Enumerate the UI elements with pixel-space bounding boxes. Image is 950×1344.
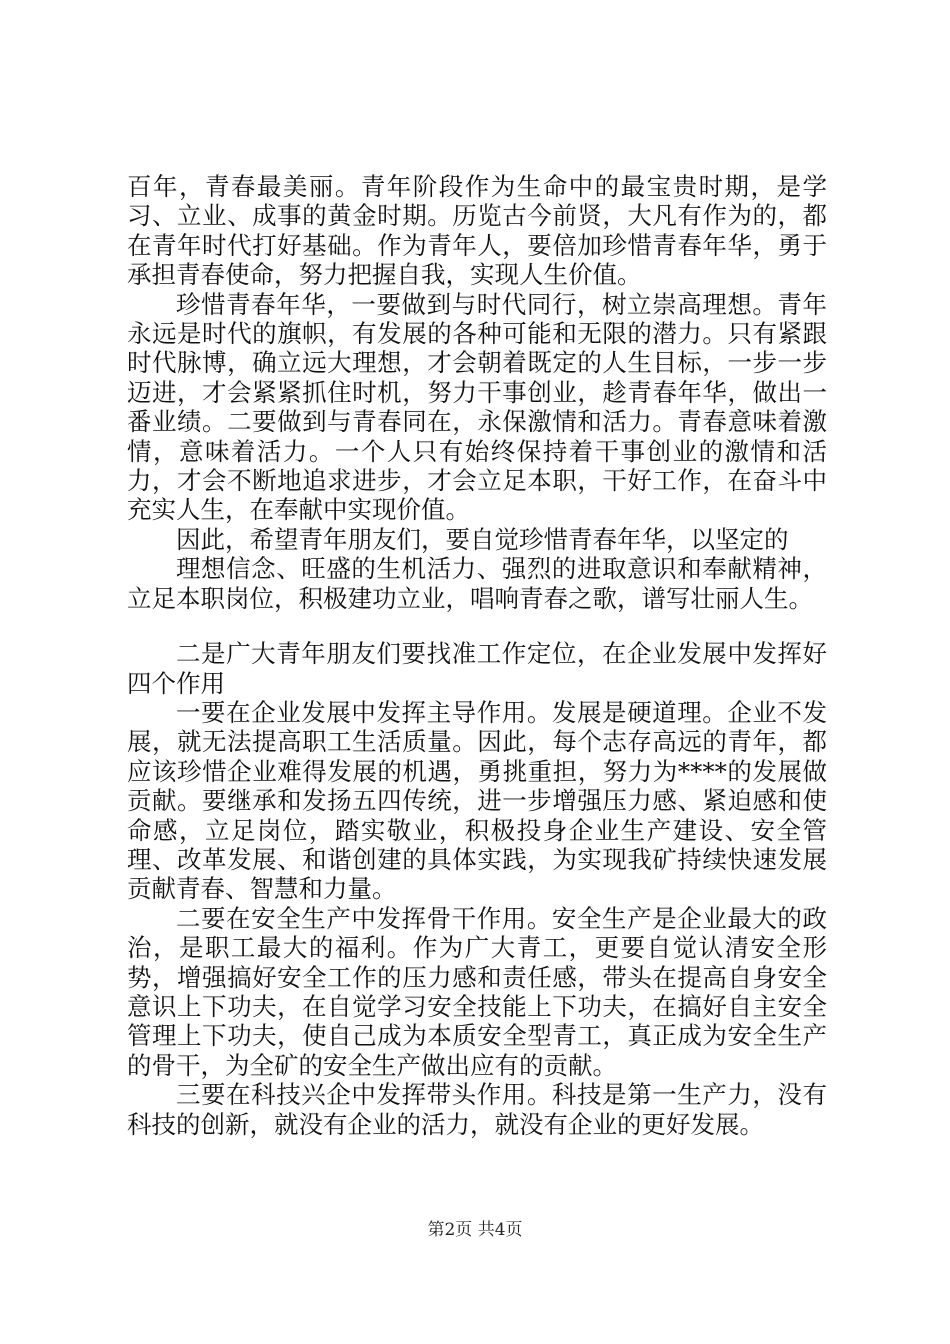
paragraph-pioneer-role: 三要在科技兴企中发挥带头作用。科技是第一生产力，没有科技的创新，就没有企业的活力，就没有企业的更好发展。 (127, 1080, 827, 1139)
paragraph-leading-role: 一要在企业发展中发挥主导作用。发展是硬道理。企业不发展，就无法提高职工生活质量。因此，每个志存高远的青年，都应该珍惜企业难得发展的机遇，勇挑重担，努力为****的发展做贡献。要继承和发扬五四传统，进一步增强压力感、紧迫感和使命感，立足岗位，踏实敬业，积极投身企业生产建设、安全管理、改革发展、和谐创建的具体实践，为实现我矿持续快速发展贡献青春、智慧和力量。 (127, 697, 827, 904)
paragraph-ideals: 理想信念、旺盛的生机活力、强烈的进取意识和奉献精神，立足本职岗位，积极建功立业，唱响青春之歌，谱写壮丽人生。 (127, 554, 827, 613)
paragraph-backbone-role: 二要在安全生产中发挥骨干作用。安全生产是企业最大的政治，是职工最大的福利。作为广大青工，更要自觉认清安全形势，增强搞好安全工作的压力感和责任感，带头在提高自身安全意识上下功夫，在自觉学习安全技能上下功夫，在搞好自主安全管理上下功夫，使自己成为本质安全型青工，真正成为安全生产的骨干，为全矿的安全生产做出应有的贡献。 (127, 903, 827, 1080)
paragraph-therefore: 因此，希望青年朋友们，要自觉珍惜青春年华，以坚定的 (176, 524, 789, 554)
paragraph-cherish-youth: 珍惜青春年华，一要做到与时代同行，树立崇高理想。青年永远是时代的旗帜，有发展的各种可能和无限的潜力。只有紧跟时代脉博，确立远大理想，才会朝着既定的人生目标，一步一步迈进，才会紧紧抓住时机，努力干事创业，趁青春年华，做出一番业绩。二要做到与青春同在，永保激情和活力。青春意味着激情，意味着活力。一个人只有始终保持着干事创业的激情和活力，才会不断地追求进步，才会立足本职，干好工作，在奋斗中充实人生，在奉献中实现价值。 (127, 289, 827, 525)
page-number-footer: 第2页 共4页 (427, 1220, 523, 1240)
document-body (127, 172, 827, 1139)
paragraph-intro-continued: 百年，青春最美丽。青年阶段作为生命中的最宝贵时期，是学习、立业、成事的黄金时期。历览古今前贤，大凡有作为的，都在青年时代打好基础。作为青年人，要倍加珍惜青春年华，勇于承担青春使命，努力把握自我，实现人生价值。 (127, 172, 827, 290)
section-heading-four-roles: 二是广大青年朋友们要找准工作定位，在企业发展中发挥好四个作用 (127, 639, 827, 698)
